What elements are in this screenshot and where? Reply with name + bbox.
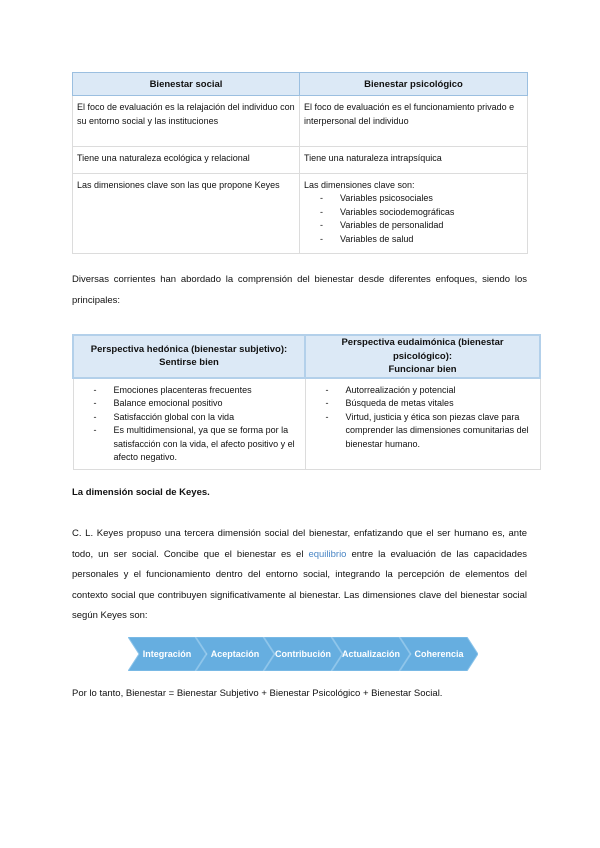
list-item-text: Emociones placenteras frecuentes: [113, 384, 252, 395]
table-row: [73, 378, 540, 470]
social-dimensions-process: [128, 637, 478, 671]
list-item: [94, 397, 301, 411]
process-step-label: Coherencia: [414, 649, 464, 659]
perspectives-table: [72, 334, 541, 470]
table-row: [73, 147, 528, 174]
table-header-cell-eudaimonic: [305, 335, 540, 378]
list-item-text: Balance emocional positivo: [113, 398, 223, 408]
dash-bullet: -: [93, 398, 97, 408]
list-item: [94, 424, 301, 465]
table-cell: Tiene una naturaleza ecológica y relacional: [73, 147, 300, 174]
process-step-label: Actualización: [341, 649, 400, 659]
table-cell: [305, 378, 540, 470]
list-item-text: Variables psicosociales: [340, 193, 433, 203]
list-item-text: Variables sociodemográficas: [340, 206, 455, 217]
table-header-cell-hedonic: [73, 335, 305, 378]
list-item-text: Variables de salud: [340, 233, 414, 244]
process-step: [128, 637, 206, 671]
list-intro: Las dimensiones clave son:: [304, 179, 415, 190]
header-line: Perspectiva eudaimónica (bienestar psicológico):: [341, 337, 504, 362]
header-line: Perspectiva hedónica (bienestar subjetivo):: [90, 343, 288, 355]
list-item: [320, 233, 523, 247]
list-item: [326, 397, 536, 411]
list-item-text: Autorrealización y potencial: [345, 384, 456, 395]
table-header-cell: Bienestar social: [73, 73, 300, 96]
dash-bullet: -: [320, 220, 323, 230]
list-item-text: Variables de personalidad: [340, 220, 444, 230]
list-item: [320, 219, 523, 233]
list-item-text: Es multidimensional, ya que se forma por la satisfacción con la vida, el afecto positivo y el afecto negativo.: [113, 425, 295, 462]
table-cell: [73, 378, 305, 470]
dash-bullet: -: [325, 398, 329, 408]
equilibrio-link[interactable]: equilibrio: [308, 548, 347, 560]
paragraph-text: entre la evaluación de las capacidades personales y el funcionamiento dentro del entorno social, integrando la percepción de elementos del contexto social que contribuyen significativamente al bienestar. Las dimensiones clave del bienestar social según Keyes son:: [72, 548, 527, 621]
table-header-cell: Bienestar psicológico: [300, 73, 528, 96]
table-header-row: [73, 73, 528, 96]
table-cell: Tiene una naturaleza intrapsíquica: [300, 147, 528, 174]
dash-bullet: -: [93, 384, 97, 395]
process-step-label: Integración: [142, 649, 192, 659]
table-cell: Las dimensiones clave son las que propone Keyes: [73, 173, 300, 254]
list-item: [94, 384, 301, 398]
process-step: [264, 637, 342, 671]
process-step-label: Aceptación: [210, 649, 260, 659]
intro-paragraph: Diversas corrientes han abordado la comprensión del bienestar desde diferentes enfoques, siendo los principales:: [72, 274, 527, 306]
process-step: [332, 637, 410, 671]
process-step-label: Contribución: [275, 649, 331, 659]
eudaimonic-list: [326, 384, 536, 452]
table-header-row: [73, 335, 540, 378]
list-item-text: Virtud, justicia y ética son piezas clave para comprender las dimensiones comunitarias del bienestar humano.: [345, 411, 529, 449]
list-item: [320, 206, 523, 220]
list-item: [320, 192, 523, 206]
list-item-text: Búsqueda de metas vitales: [345, 398, 454, 408]
dash-bullet: -: [93, 425, 97, 435]
process-step: [400, 637, 478, 671]
list-item: [326, 411, 536, 452]
wellbeing-formula: Por lo tanto, Bienestar = Bienestar Subjetivo + Bienestar Psicológico + Bienestar Social.: [72, 688, 443, 699]
table-row: [73, 96, 528, 147]
table-row: [73, 173, 528, 254]
process-step: [196, 637, 274, 671]
list-item-text: Satisfacción global con la vida: [113, 411, 235, 422]
keyes-paragraph: [72, 524, 527, 627]
dash-bullet: -: [325, 384, 329, 395]
hedonic-list: [94, 384, 301, 465]
dash-bullet: -: [320, 206, 323, 217]
table-cell: El foco de evaluación es el funcionamiento privado e interpersonal del individuo: [300, 96, 528, 147]
comparison-table-social-psychological: [72, 72, 528, 254]
list-item: [94, 411, 301, 425]
dash-bullet: -: [320, 193, 323, 203]
section-heading: La dimensión social de Keyes.: [72, 487, 210, 498]
dash-bullet: -: [320, 233, 323, 244]
paragraph-text: C. L. Keyes propuso una tercera dimensión social del bienestar, enfatizando que el ser humano es, ante todo, un ser social. Concibe que el bienestar es el: [72, 528, 527, 560]
header-line: Funcionar bien: [388, 364, 457, 375]
header-line: Sentirse bien: [159, 357, 219, 369]
dash-bullet: -: [325, 411, 329, 422]
list-item: [326, 384, 536, 398]
table-cell: El foco de evaluación es la relajación del individuo con su entorno social y las instituciones: [73, 96, 300, 147]
dash-bullet: -: [93, 411, 97, 422]
dimension-list: [320, 192, 523, 246]
table-cell: [300, 173, 528, 254]
